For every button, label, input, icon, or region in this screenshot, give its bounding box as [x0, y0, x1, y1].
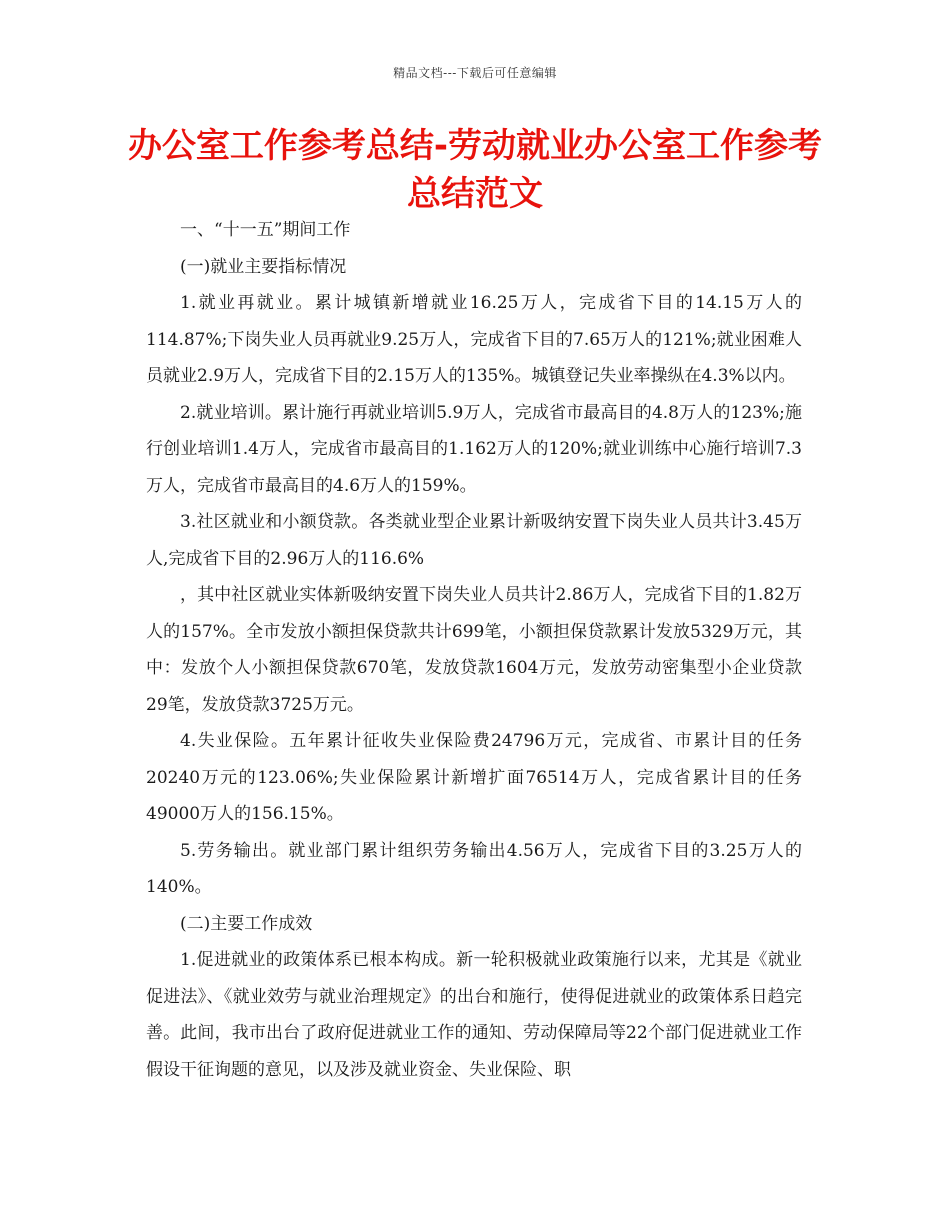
subsection-heading: (一)就业主要指标情况	[180, 256, 347, 277]
document-body	[146, 212, 802, 1088]
paragraph: 2.就业培训。累计施行再就业培训5.9万人，完成省市最高目的4.8万人的123%;施行创业培训1.4万人，完成省市最高目的1.162万人的120%;就业训练中心施行培训7.3万人，完成省市最高目的4.6万人的159%。	[146, 402, 802, 496]
paragraph: 1.促进就业的政策体系已根本构成。新一轮积极就业政策施行以来，尤其是《就业促进法》、《就业效劳与就业治理规定》的出台和施行，使得促进就业的政策体系日趋完善。此间，我市出台了政府促进就业工作的通知、劳动保障局等22个部门促进就业工作假设干征询题的意见，以及涉及就业资金、失业保险、职	[146, 950, 802, 1080]
subsection-heading: (二)主要工作成效	[180, 913, 313, 934]
paragraph: 4.失业保险。五年累计征收失业保险费24796万元，完成省、市累计目的任务20240万元的123.06%;失业保险累计新增扩面76514万人，完成省累计目的任务49000万人的156.15%。	[146, 731, 802, 824]
paragraph: 5.劳务输出。就业部门累计组织劳务输出4.56万人，完成省下目的3.25万人的140%。	[146, 840, 802, 897]
paragraph: ，其中社区就业实体新吸纳安置下岗失业人员共计2.86万人，完成省下目的1.82万人的157%。全市发放小额担保贷款共计699笔，小额担保贷款累计发放5329万元，其中：发放个人小额担保贷款670笔，发放贷款1604万元，发放劳动密集型小企业贷款29笔，发放贷款3725万元。	[146, 585, 802, 715]
section-heading: 一、“十一五”期间工作	[180, 220, 351, 240]
paragraph: 1.就业再就业。累计城镇新增就业16.25万人，完成省下目的14.15万人的114.87%;下岗失业人员再就业9.25万人，完成省下目的7.65万人的121%;就业困难人员就业2.9万人，完成省下目的2.15万人的135%。城镇登记失业率操纵在4.3%以内。	[146, 293, 802, 386]
document-title: 办公室工作参考总结-劳动就业办公室工作参考总结范文	[127, 126, 823, 214]
header-note: 精品文档---下载后可任意编辑	[393, 66, 557, 80]
paragraph: 3.社区就业和小额贷款。各类就业型企业累计新吸纳安置下岗失业人员共计3.45万人,完成省下目的2.96万人的116.6%	[146, 512, 802, 569]
